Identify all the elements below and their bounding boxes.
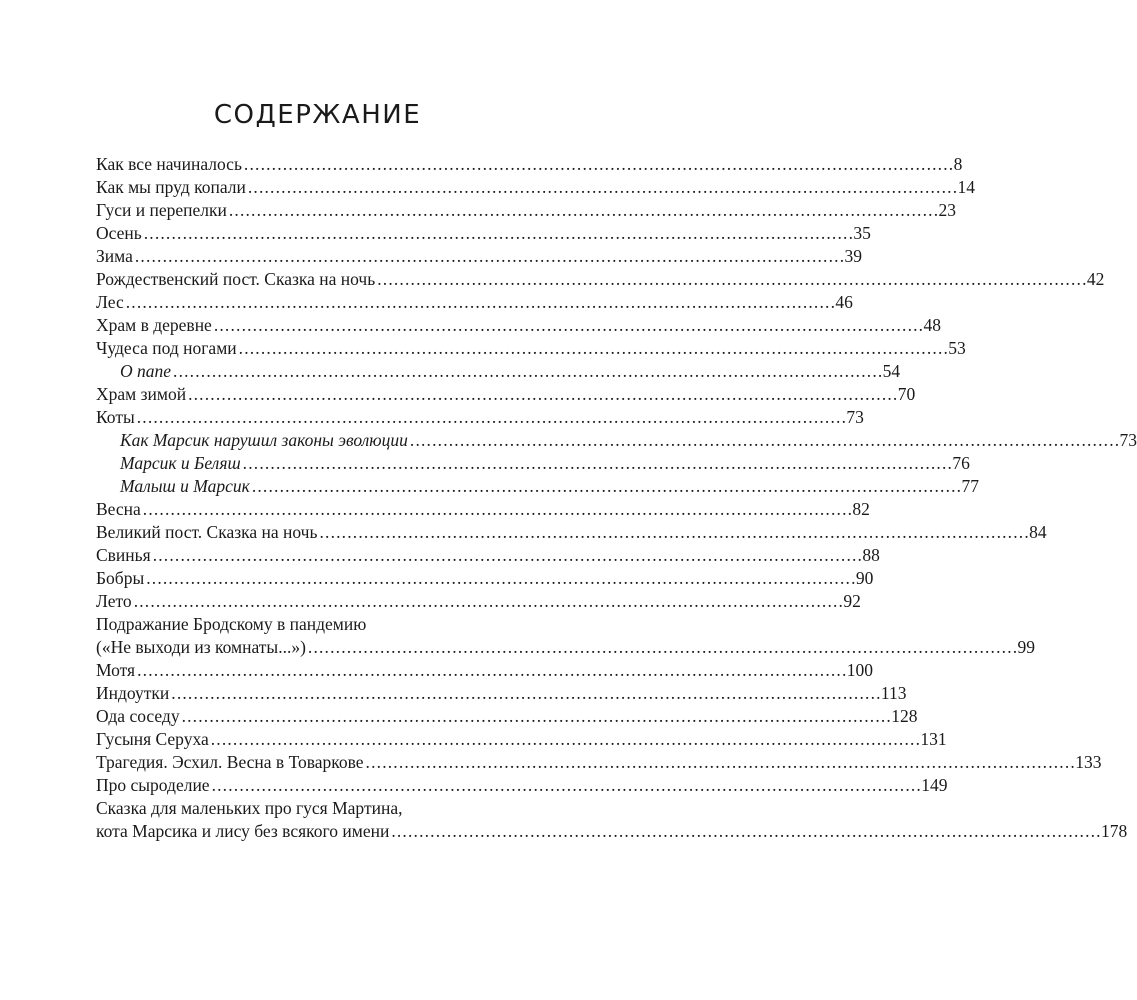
dot-leader <box>319 521 1027 544</box>
toc-entry-page: 76 <box>952 453 970 473</box>
dot-leader <box>135 245 843 268</box>
toc-entry-title: Коты <box>96 407 135 427</box>
toc-entry-title: Чудеса под ногами <box>96 338 237 358</box>
toc-entry-page: 77 <box>961 476 979 496</box>
toc-entry-title: О папе <box>120 361 172 381</box>
toc-entry-page: 88 <box>862 545 880 565</box>
toc-entry <box>96 153 963 176</box>
toc-entry-page: 42 <box>1086 269 1105 289</box>
page-title: СОДЕРЖАНИЕ <box>213 100 422 130</box>
toc-entry-title: Великий пост. Сказка на ночь <box>96 522 318 542</box>
toc-entry-title: Как мы пруд копали <box>96 177 246 197</box>
dot-leader <box>188 383 896 406</box>
toc-entry-page: 8 <box>953 154 963 174</box>
toc-entry-title: кота Марсика и лису без всякого имени <box>96 821 390 841</box>
dot-leader <box>248 176 956 199</box>
toc-entry <box>96 590 861 613</box>
toc-entry <box>96 521 1047 544</box>
toc-entry-page: 14 <box>957 177 975 197</box>
toc-entry-title: Бобры <box>96 568 145 588</box>
dot-leader <box>229 199 937 222</box>
toc-entry-title: Подражание Бродскому в пандемию <box>96 614 367 634</box>
toc-entry-title: Зима <box>96 246 133 266</box>
toc-entry-page: 54 <box>882 361 901 381</box>
toc-entry <box>96 314 941 337</box>
dot-leader <box>143 498 851 521</box>
toc-entry-title: Гусыня Серуха <box>96 729 209 749</box>
toc-entry <box>96 337 966 360</box>
table-of-contents <box>96 153 1137 843</box>
toc-entry <box>96 475 979 498</box>
toc-entry <box>96 222 871 245</box>
toc-entry-page: 35 <box>853 223 871 243</box>
dot-leader <box>252 475 960 498</box>
toc-entry <box>96 705 918 728</box>
toc-entry-page: 70 <box>897 384 916 404</box>
toc-entry-title: Трагедия. Эсхил. Весна в Товаркове <box>96 752 364 772</box>
toc-entry-page: 92 <box>843 591 861 611</box>
toc-entry-page: 73 <box>1119 430 1137 450</box>
toc-entry <box>96 636 1036 659</box>
toc-entry-page: 133 <box>1075 752 1102 772</box>
toc-entry-title: Весна <box>96 499 141 519</box>
dot-leader <box>243 452 951 475</box>
dot-leader <box>391 820 1099 843</box>
toc-entry-page: 113 <box>880 683 907 703</box>
toc-entry <box>96 452 970 475</box>
dot-leader <box>171 682 879 705</box>
toc-entry <box>96 291 853 314</box>
dot-leader <box>137 406 845 429</box>
toc-entry <box>96 406 864 429</box>
toc-entry-title: Лето <box>96 591 132 611</box>
dot-leader <box>137 659 845 682</box>
toc-entry <box>96 199 956 222</box>
toc-entry-page: 99 <box>1017 637 1036 657</box>
toc-entry-page: 53 <box>948 338 966 358</box>
toc-entry-title: Ода соседу <box>96 706 180 726</box>
toc-entry-page: 23 <box>938 200 956 220</box>
toc-entry-title: Храм зимой <box>96 384 187 404</box>
dot-leader <box>410 429 1118 452</box>
dot-leader <box>377 268 1085 291</box>
toc-entry-title: Про сыроделие <box>96 775 210 795</box>
toc-entry <box>96 245 862 268</box>
toc-entry-title: Сказка для маленьких про гуся Мартина, <box>96 798 403 818</box>
toc-entry <box>96 659 874 682</box>
toc-entry-title: Храм в деревне <box>96 315 212 335</box>
dot-leader <box>214 314 922 337</box>
toc-entry <box>96 728 947 751</box>
toc-entry-title: («Не выходи из комнаты...») <box>96 637 306 657</box>
toc-entry <box>96 751 1102 774</box>
toc-entry <box>96 544 880 567</box>
toc-entry-page: 149 <box>921 775 948 795</box>
dot-leader <box>212 774 920 797</box>
toc-entry <box>96 567 874 590</box>
toc-entry-title: Мотя <box>96 660 136 680</box>
toc-entry <box>96 360 901 383</box>
toc-entry <box>96 797 556 820</box>
toc-entry-page: 48 <box>923 315 941 335</box>
toc-entry-page: 90 <box>855 568 874 588</box>
dot-leader <box>153 544 861 567</box>
dot-leader <box>308 636 1016 659</box>
toc-entry-page: 178 <box>1100 821 1128 841</box>
toc-entry-page: 73 <box>846 407 864 427</box>
toc-entry-title: Малыш и Марсик <box>120 476 250 496</box>
toc-entry-title: Лес <box>96 292 124 312</box>
toc-entry-title: Рождественский пост. Сказка на ночь <box>96 269 376 289</box>
dot-leader <box>126 291 834 314</box>
toc-entry-page: 131 <box>920 729 947 749</box>
toc-entry <box>96 774 948 797</box>
toc-entry-title: Свинья <box>96 545 151 565</box>
toc-entry-page: 100 <box>846 660 874 680</box>
dot-leader <box>244 153 952 176</box>
dot-leader <box>211 728 919 751</box>
toc-entry-page: 82 <box>852 499 870 519</box>
dot-leader <box>146 567 854 590</box>
toc-entry <box>96 820 1128 843</box>
toc-entry <box>96 498 870 521</box>
dot-leader <box>239 337 947 360</box>
toc-entry <box>96 613 556 636</box>
toc-entry <box>96 176 975 199</box>
toc-entry-title: Осень <box>96 223 142 243</box>
toc-entry-page: 128 <box>891 706 918 726</box>
toc-entry <box>96 268 1105 291</box>
toc-entry-title: Как все начиналось <box>96 154 242 174</box>
toc-entry-title: Марсик и Беляш <box>120 453 241 473</box>
toc-entry <box>96 429 1137 452</box>
toc-entry-title: Гуси и перепелки <box>96 200 227 220</box>
toc-entry-page: 84 <box>1029 522 1047 542</box>
toc-entry-title: Как Марсик нарушил законы эволюции <box>120 430 408 450</box>
dot-leader <box>366 751 1074 774</box>
toc-entry-title: Индоутки <box>96 683 170 703</box>
toc-entry <box>96 682 907 705</box>
dot-leader <box>173 360 881 383</box>
dot-leader <box>134 590 842 613</box>
toc-entry-page: 46 <box>835 292 853 312</box>
dot-leader <box>144 222 852 245</box>
dot-leader <box>182 705 890 728</box>
toc-entry-page: 39 <box>844 246 862 266</box>
toc-entry <box>96 383 916 406</box>
